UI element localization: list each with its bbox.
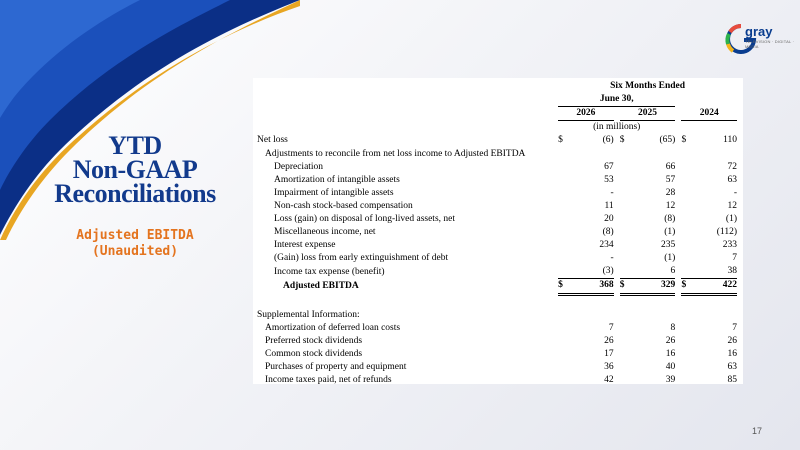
row-value: 11 (604, 200, 614, 211)
currency-symbol (681, 265, 695, 279)
row-value: 57 (665, 174, 676, 185)
currency-symbol (681, 213, 695, 226)
currency-symbol (558, 161, 572, 174)
row-value (573, 147, 614, 160)
currency-symbol (558, 147, 572, 160)
currency-symbol (681, 226, 695, 239)
header-period: Six Months Ended (610, 81, 686, 92)
currency-symbol (681, 374, 695, 387)
logo-wordmark: gray (745, 24, 773, 39)
row-value: 66 (665, 161, 676, 172)
table-row (257, 226, 737, 239)
supplemental-title-row (257, 309, 737, 322)
units-label: (in millions) (593, 122, 641, 133)
title-line-1: YTD (108, 131, 162, 160)
row-label: (Gain) loss from early extinguishment of debt (274, 253, 449, 264)
header-date: June 30, (558, 93, 675, 107)
currency-symbol (681, 174, 695, 187)
row-value: 422 (696, 279, 737, 294)
row-value: 26 (604, 335, 614, 346)
currency-symbol (558, 361, 572, 374)
table-row (257, 239, 737, 252)
row-value: 26 (727, 335, 737, 346)
row-value: 85 (727, 375, 737, 386)
row-value: (112) (716, 227, 737, 238)
row-value: 53 (604, 174, 614, 185)
slide-title (40, 131, 230, 208)
row-label: Amortization of intangible assets (274, 174, 400, 185)
row-value: - (733, 187, 737, 198)
row-value: 233 (722, 240, 737, 251)
currency-symbol (681, 322, 695, 335)
row-value: 28 (665, 187, 676, 198)
row-value: (1) (664, 253, 676, 264)
page-number: 17 (752, 426, 763, 436)
currency-symbol (558, 265, 572, 279)
row-label: Depreciation (274, 161, 324, 172)
header-row-date (257, 93, 737, 107)
row-value: 67 (604, 161, 614, 172)
slide-subtitle (40, 228, 230, 260)
currency-symbol: $ (681, 279, 695, 294)
currency-symbol (558, 226, 572, 239)
currency-symbol (558, 174, 572, 187)
currency-symbol (558, 200, 572, 213)
table-row (257, 348, 737, 361)
year-col-3: 2024 (681, 107, 737, 121)
row-value: (6) (602, 135, 614, 146)
row-value: 7 (732, 253, 737, 264)
currency-symbol (558, 322, 572, 335)
currency-symbol (620, 174, 634, 187)
reconciliation-panel (253, 78, 743, 384)
currency-symbol: $ (558, 279, 572, 294)
row-label: Non-cash stock-based compensation (274, 200, 413, 211)
spacer-cell (257, 294, 737, 309)
row-value: 16 (665, 348, 676, 359)
row-value: 40 (665, 361, 676, 372)
table-row (257, 252, 737, 265)
row-label: Impairment of intangible assets (274, 187, 394, 198)
table-row (257, 161, 737, 174)
row-value: 20 (604, 213, 614, 224)
row-value: 235 (661, 240, 676, 251)
title-line-3: Reconciliations (54, 179, 216, 208)
currency-symbol: $ (620, 279, 634, 294)
currency-symbol (558, 187, 572, 200)
row-label: Net loss (257, 135, 288, 146)
currency-symbol (558, 213, 572, 226)
row-value: 12 (665, 200, 676, 211)
row-label: Common stock dividends (265, 348, 363, 359)
table-row (257, 200, 737, 213)
spacer-row (257, 294, 737, 309)
year-col-2: 2025 (620, 107, 675, 121)
currency-symbol (558, 252, 572, 265)
row-value: 63 (727, 174, 737, 185)
row-value: 6 (634, 265, 675, 279)
title-line-2: Non-GAAP (72, 155, 198, 184)
row-value: 38 (696, 265, 737, 279)
row-value (634, 147, 675, 160)
table-row (257, 174, 737, 187)
table-row (257, 147, 737, 160)
row-value: 26 (665, 335, 676, 346)
currency-symbol: $ (619, 135, 625, 146)
currency-symbol (620, 361, 634, 374)
currency-symbol (681, 335, 695, 348)
row-value: 72 (727, 161, 737, 172)
row-value: 63 (727, 361, 737, 372)
row-label: Adjustments to reconcile from net loss income to Adjusted EBITDA (265, 148, 526, 159)
row-label: Adjusted EBITDA (283, 280, 359, 291)
currency-symbol (620, 213, 634, 226)
row-value (696, 147, 737, 160)
subtitle-line-2: (Unaudited) (91, 244, 179, 259)
row-value: 36 (604, 361, 614, 372)
currency-symbol (620, 252, 634, 265)
currency-symbol (681, 161, 695, 174)
row-label: Preferred stock dividends (265, 335, 363, 346)
row-value: 7 (608, 322, 614, 333)
logo-tagline: TELEVISION · DIGITAL · MEDIA (745, 39, 795, 49)
table-row (257, 322, 737, 335)
table-row (257, 187, 737, 200)
table-row (257, 361, 737, 374)
row-value: 368 (573, 279, 614, 294)
currency-symbol: $ (558, 135, 563, 146)
row-label: Interest expense (274, 240, 336, 251)
row-label: Purchases of property and equipment (265, 361, 407, 372)
header-row-units (257, 121, 737, 135)
currency-symbol (558, 239, 572, 252)
row-value: 42 (604, 375, 614, 386)
currency-symbol (620, 265, 634, 279)
currency-symbol (558, 374, 572, 387)
row-value: (1) (664, 227, 676, 238)
row-value: (8) (602, 227, 614, 238)
currency-symbol (620, 374, 634, 387)
currency-symbol (620, 226, 634, 239)
currency-symbol: $ (681, 135, 687, 146)
row-value: - (610, 187, 614, 198)
row-value: - (610, 253, 614, 264)
table-row (257, 134, 737, 147)
header-row-years (257, 107, 737, 121)
row-label: Miscellaneous income, net (274, 227, 376, 238)
row-label: Amortization of deferred loan costs (265, 322, 401, 333)
row-value: 12 (727, 200, 737, 211)
row-value: 234 (599, 240, 614, 251)
row-value: 17 (604, 348, 614, 359)
row-value: (3) (573, 265, 614, 279)
row-value: 39 (665, 375, 676, 386)
currency-symbol (681, 361, 695, 374)
subtitle-line-1: Adjusted EBITDA (76, 228, 194, 243)
row-label: Loss (gain) on disposal of long-lived assets, net (274, 213, 456, 224)
row-value: 8 (670, 322, 676, 333)
currency-symbol (681, 239, 695, 252)
row-label: Income taxes paid, net of refunds (265, 375, 392, 386)
currency-symbol (558, 335, 572, 348)
currency-symbol (681, 147, 695, 160)
year-col-1: 2026 (558, 107, 613, 121)
row-value: (65) (659, 135, 676, 146)
currency-symbol (620, 147, 634, 160)
currency-symbol (681, 348, 695, 361)
currency-symbol (620, 187, 634, 200)
currency-symbol (620, 322, 634, 335)
table-row (257, 213, 737, 226)
currency-symbol (681, 200, 695, 213)
row-value: (8) (664, 213, 676, 224)
row-value: 329 (634, 279, 675, 294)
currency-symbol (620, 200, 634, 213)
currency-symbol (681, 252, 695, 265)
currency-symbol (620, 348, 634, 361)
supplemental-title: Supplemental Information: (257, 309, 360, 320)
row-value: (1) (725, 213, 737, 224)
currency-symbol (620, 239, 634, 252)
row-value: 7 (732, 322, 737, 333)
table-row (257, 279, 737, 294)
row-value: 16 (727, 348, 737, 359)
currency-symbol (681, 187, 695, 200)
header-row-period (257, 80, 737, 93)
row-label: Income tax expense (benefit) (274, 266, 385, 277)
currency-symbol (620, 161, 634, 174)
table-row (257, 335, 737, 348)
table-row (257, 265, 737, 279)
reconciliation-table (257, 80, 737, 387)
currency-symbol (558, 348, 572, 361)
table-row (257, 374, 737, 387)
row-value: 110 (723, 135, 737, 146)
currency-symbol (620, 335, 634, 348)
